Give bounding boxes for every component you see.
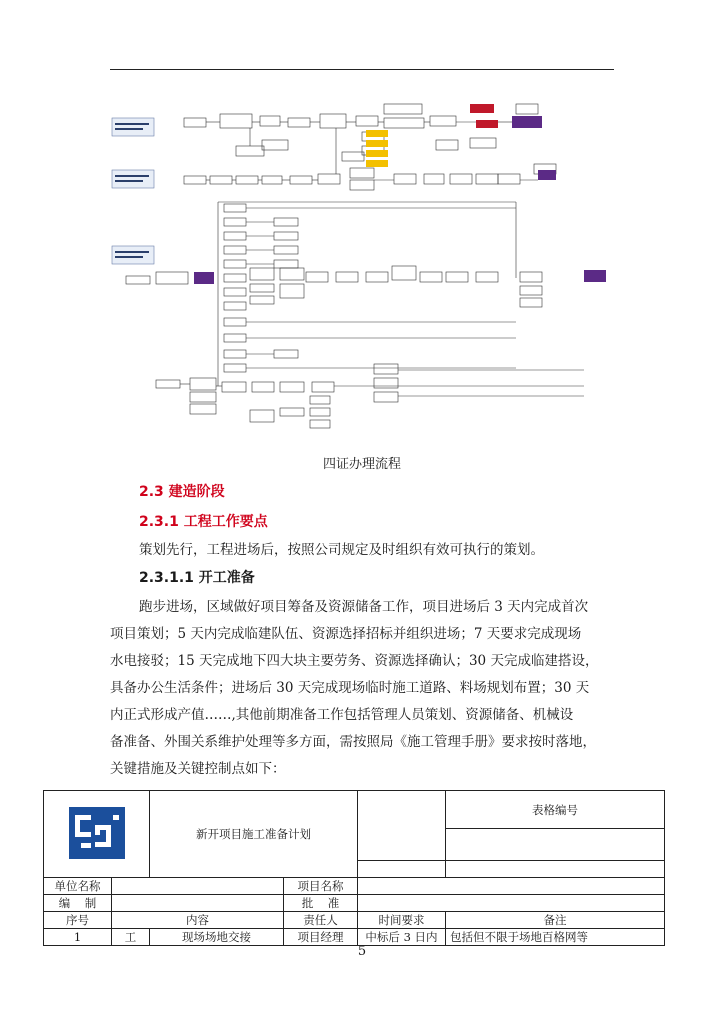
- form-number-value[interactable]: [446, 829, 665, 861]
- paragraph-line: 水电接驳；15 天完成地下四大块主要劳务、资源选择确认；30 天完成临建搭设，: [110, 653, 599, 669]
- subsubsection-heading: 2.3.1.1 开工准备: [139, 570, 255, 586]
- compiler-value[interactable]: [112, 895, 284, 912]
- row-content: 现场场地交接: [150, 929, 284, 946]
- row-time: 中标后 3 日内: [358, 929, 446, 946]
- compiler-label: 编 制: [44, 895, 112, 912]
- unit-name-value[interactable]: [112, 878, 284, 895]
- row-category: 工: [112, 929, 150, 946]
- preparation-plan-table: [43, 790, 665, 946]
- company-logo: [44, 791, 150, 878]
- unit-name-label: 单位名称: [44, 878, 112, 895]
- table-row: [44, 929, 665, 946]
- header-rule: [110, 69, 614, 70]
- cscec-logo-icon: [65, 803, 129, 863]
- paragraph-line: 跑步进场，区域做好项目筹备及资源储备工作，项目进场后 3 天内完成首次: [139, 599, 589, 615]
- column-header-time: 时间要求: [358, 912, 446, 929]
- column-header-remark: 备注: [446, 912, 665, 929]
- row-owner: 项目经理: [284, 929, 358, 946]
- approver-label: 批 准: [284, 895, 358, 912]
- approver-value[interactable]: [358, 895, 665, 912]
- row-remark: 包括但不限于场地百格网等: [446, 929, 665, 946]
- paragraph-line: 备准备、外围关系维护处理等多方面，需按照局《施工管理手册》要求按时落地，: [110, 734, 596, 750]
- paragraph-line: 内正式形成产值……,其他前期准备工作包括管理人员策划、资源储备、机械设: [110, 707, 574, 723]
- flowchart-caption: 四证办理流程: [322, 457, 401, 472]
- paragraph-line: 项目策划；5 天内完成临建队伍、资源选择招标并组织进场；7 天要求完成现场: [110, 626, 582, 642]
- subsection-heading: 2.3.1 工程工作要点: [139, 514, 268, 530]
- column-header-content: 内容: [112, 912, 284, 929]
- form-number-label: 表格编号: [446, 791, 665, 829]
- subsection-text: 策划先行，工程进场后，按照公司规定及时组织有效可执行的策划。: [139, 542, 544, 558]
- page-number: 5: [357, 944, 367, 959]
- project-name-value[interactable]: [358, 878, 665, 895]
- section-heading: 2.3 建造阶段: [139, 484, 225, 500]
- row-seq: 1: [44, 929, 112, 946]
- body-paragraph: [110, 594, 614, 783]
- flowchart-image: [110, 96, 610, 441]
- form-title: 新开项目施工准备计划: [150, 791, 358, 878]
- paragraph-line: 具备办公生活条件；进场后 30 天完成现场临时施工道路、料场规划布置；30 天: [110, 680, 590, 696]
- column-header-owner: 责任人: [284, 912, 358, 929]
- column-header-seq: 序号: [44, 912, 112, 929]
- paragraph-line: 关键措施及关键控制点如下：: [110, 761, 286, 777]
- project-name-label: 项目名称: [284, 878, 358, 895]
